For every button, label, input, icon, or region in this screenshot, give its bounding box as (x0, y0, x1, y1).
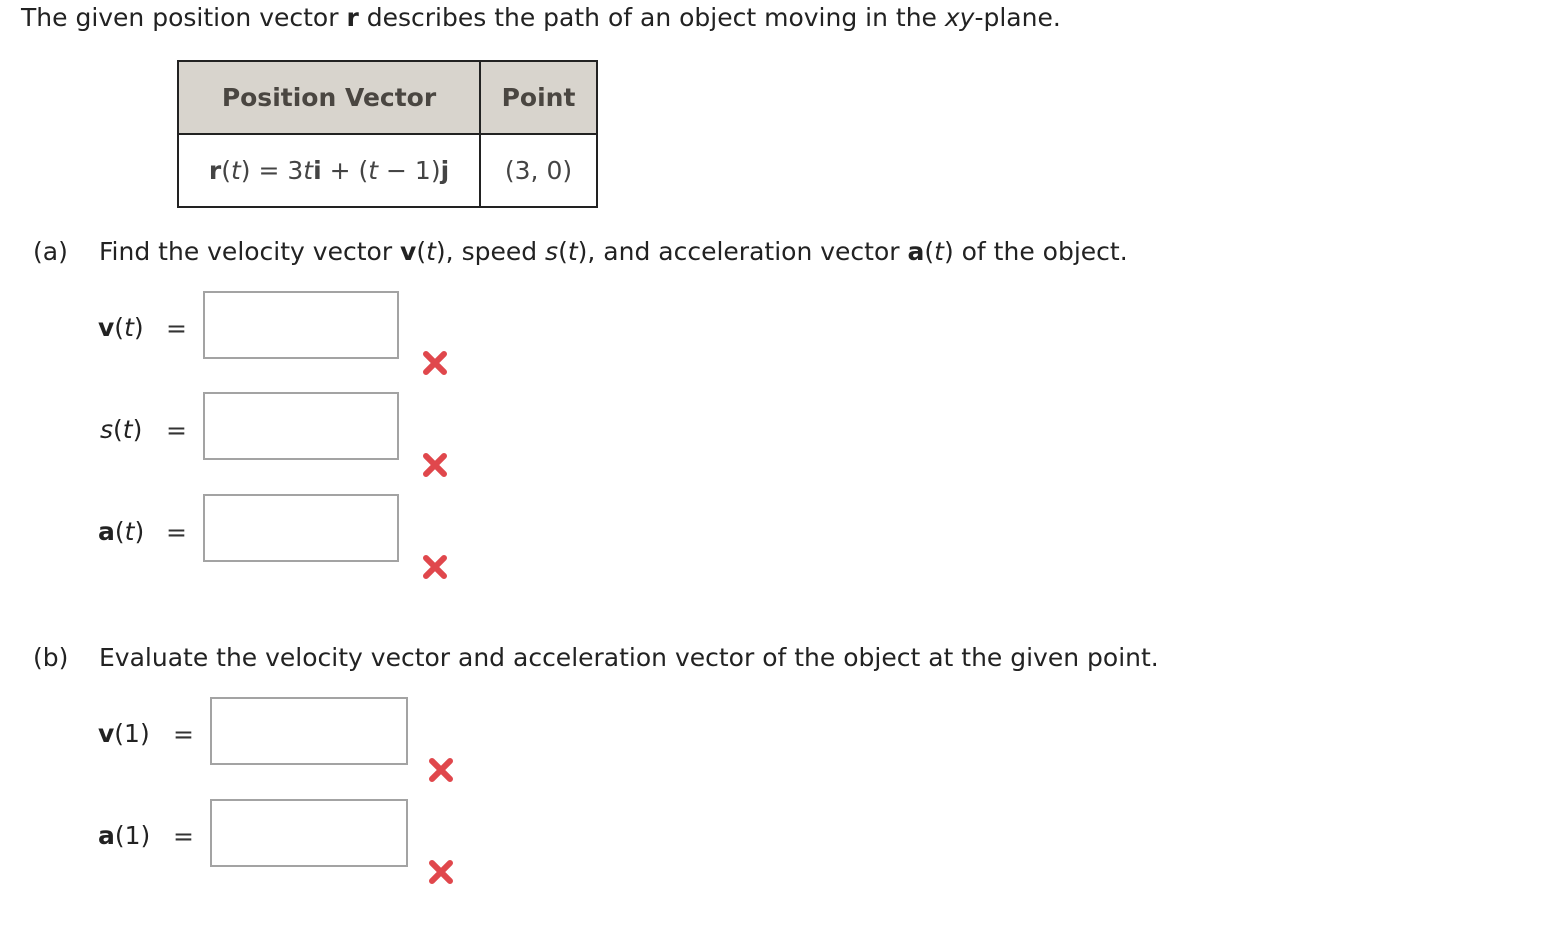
equals-sign: = (166, 518, 187, 547)
acceleration-at-point-label: a(1) (98, 821, 151, 850)
position-vector-table (177, 60, 598, 208)
speed-label: s(t) (100, 415, 143, 444)
acceleration-at-point-input[interactable] (210, 799, 408, 867)
part-a-tag: (a) (33, 237, 68, 266)
point-cell: (3, 0) (480, 134, 597, 207)
part-a-prompt: (a) Find the velocity vector v(t), speed s(t), and acceleration vector a(t) of the object. (33, 237, 1128, 266)
header-point: Point (480, 61, 597, 134)
incorrect-x-icon (421, 451, 449, 479)
velocity-label: v(t) (98, 313, 144, 342)
part-b-tag: (b) (33, 643, 69, 672)
velocity-input[interactable] (203, 291, 399, 359)
equals-sign: = (173, 822, 194, 851)
incorrect-x-icon (421, 349, 449, 377)
acceleration-input[interactable] (203, 494, 399, 562)
equals-sign: = (166, 314, 187, 343)
incorrect-x-icon (427, 756, 455, 784)
velocity-at-point-label: v(1) (98, 719, 150, 748)
problem-statement: The given position vector r describes the path of an object moving in the xy-plane. (21, 3, 1061, 32)
header-position-vector: Position Vector (178, 61, 480, 134)
equals-sign: = (173, 720, 194, 749)
velocity-at-point-input[interactable] (210, 697, 408, 765)
acceleration-label: a(t) (98, 517, 145, 546)
equals-sign: = (166, 416, 187, 445)
position-vector-cell: r(t) = 3ti + (t − 1)j (178, 134, 480, 207)
part-b-prompt: (b) Evaluate the velocity vector and acceleration vector of the object at the given point. (33, 643, 1159, 672)
incorrect-x-icon (421, 553, 449, 581)
incorrect-x-icon (427, 858, 455, 886)
speed-input[interactable] (203, 392, 399, 460)
